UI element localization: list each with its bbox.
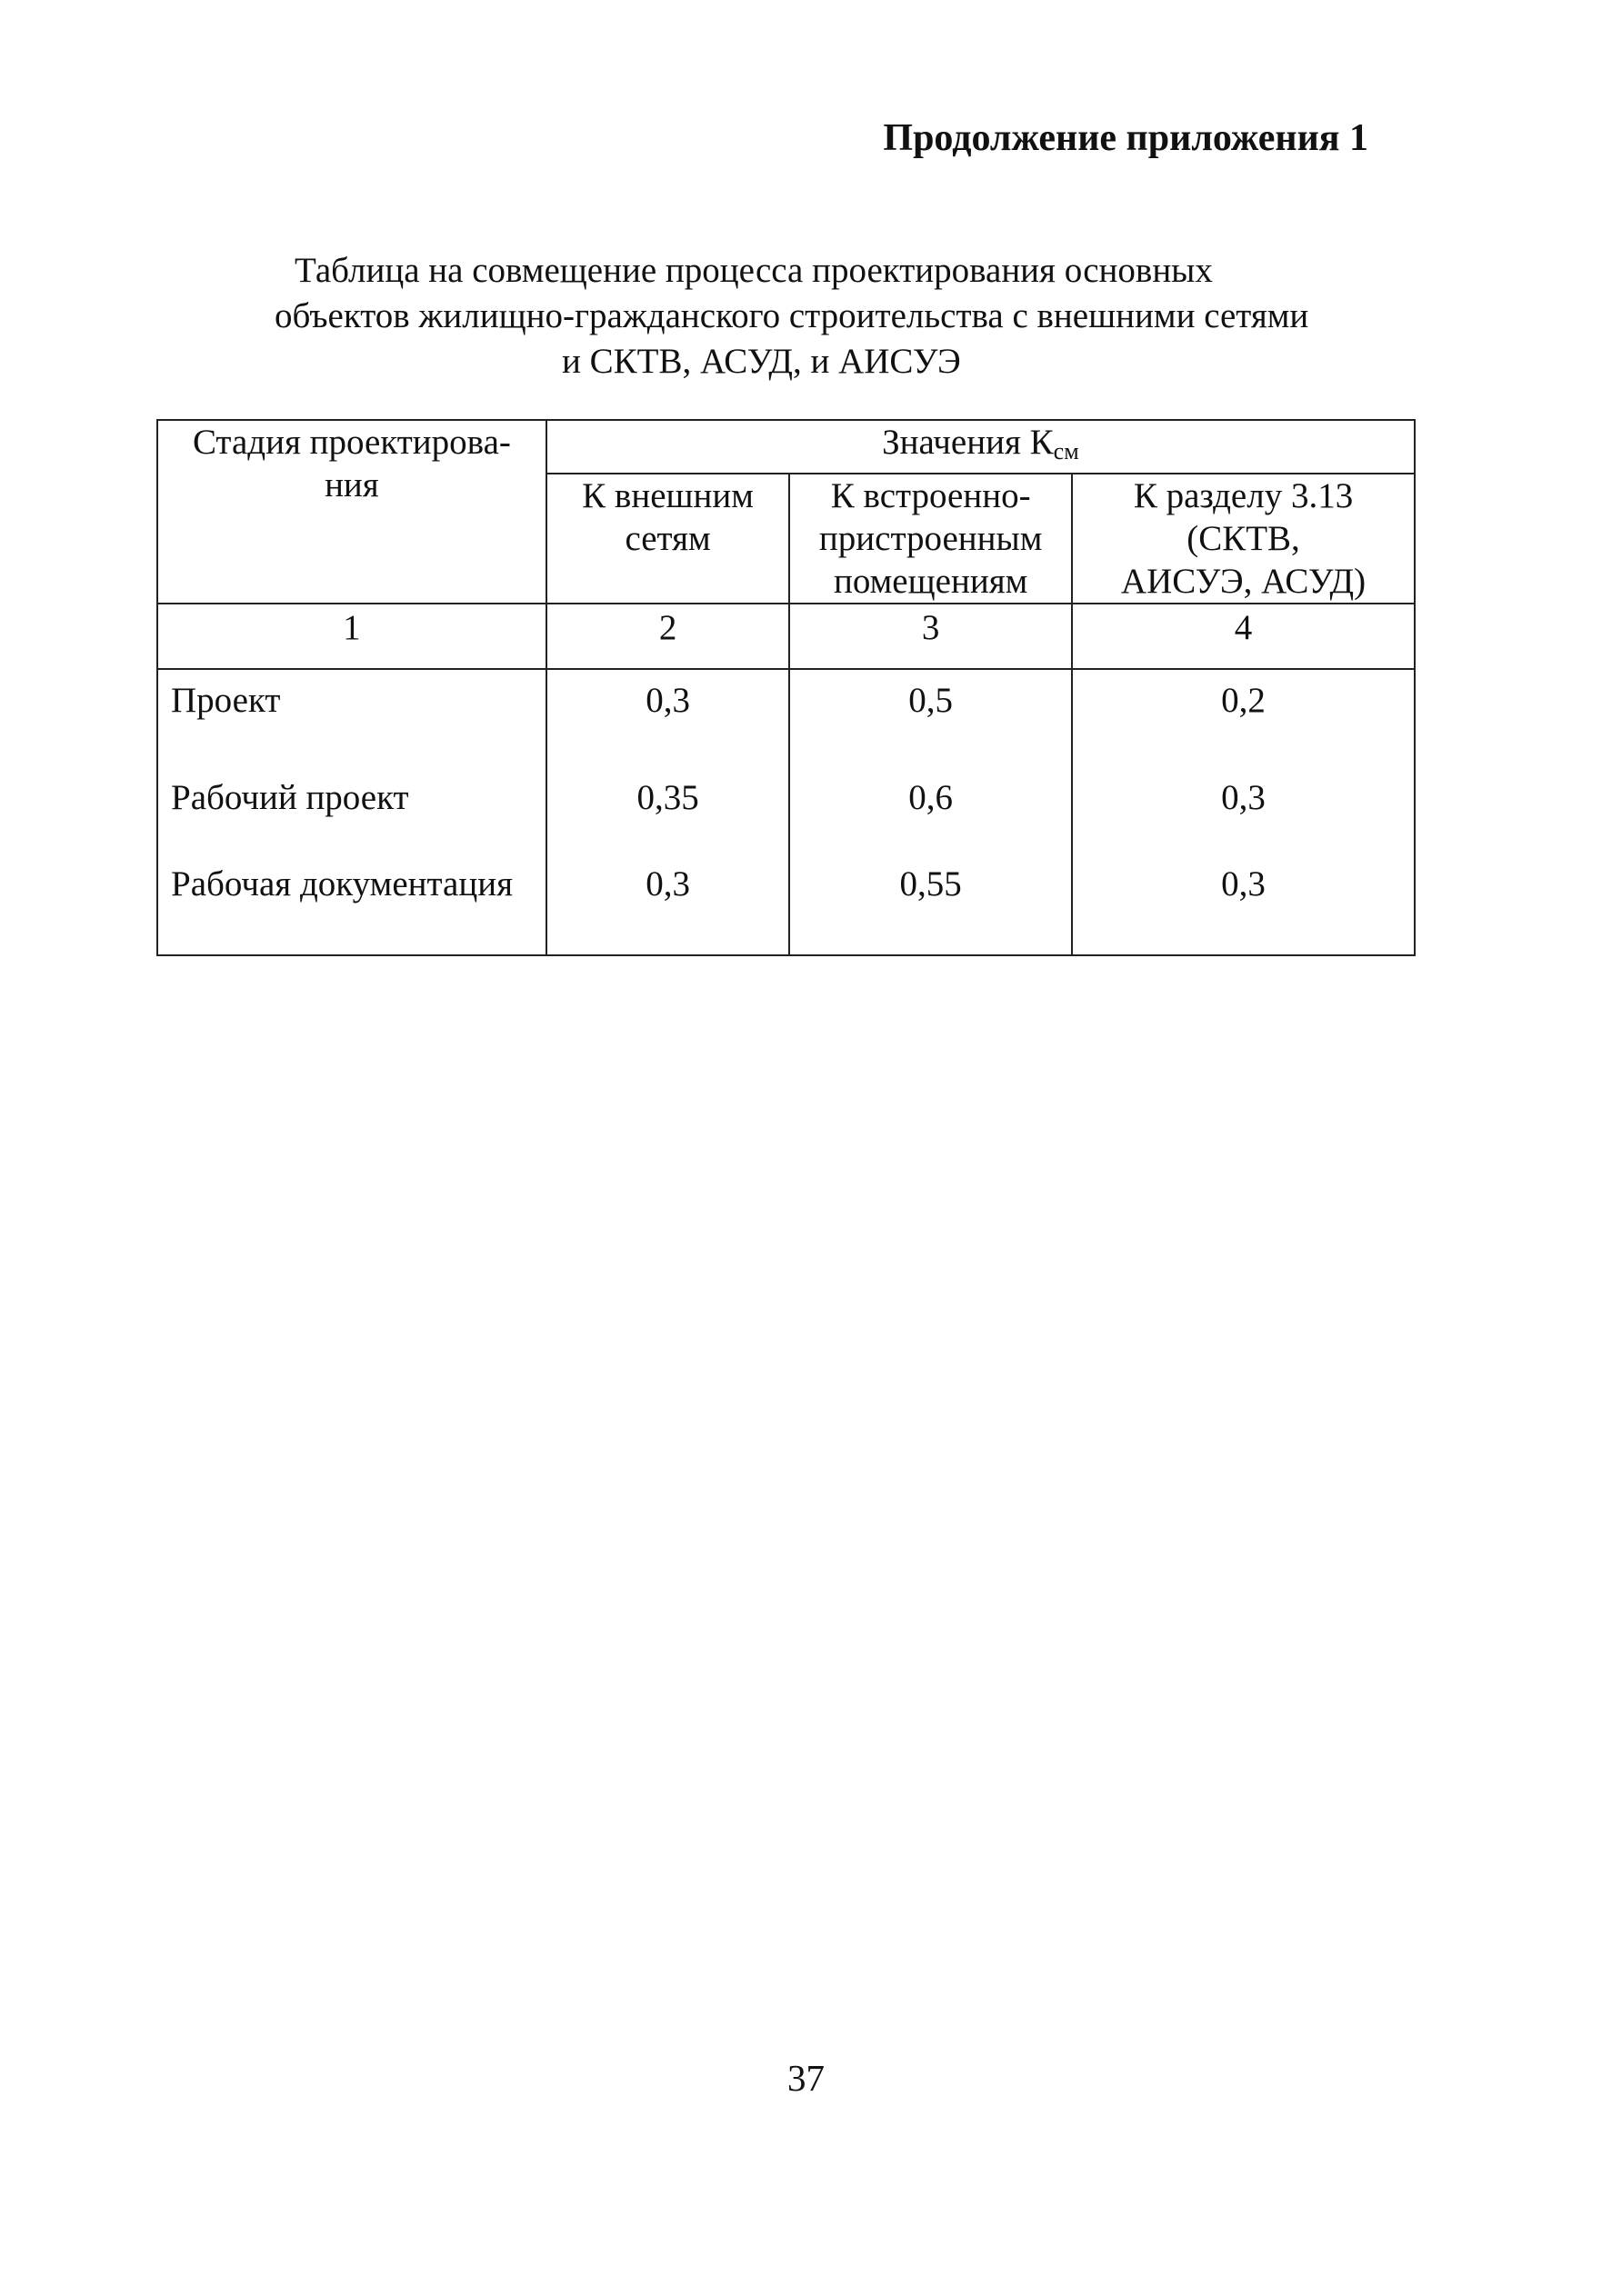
column-number: 4 [1072,604,1415,669]
stage-header-line-1: Стадия проектирова- [192,423,511,462]
values-header: Значения К [882,423,1054,462]
column-header-external-networks [546,474,789,604]
page-number: 37 [787,2057,825,2099]
column-number: 1 [157,604,546,669]
column-header-line: К разделу 3.13 [1133,476,1354,515]
caption-line-3: и СКТВ, АСУД, и АИСУЭ [562,342,961,381]
table-cell: 0,3 [646,864,690,903]
table-cell: 0,35 [636,778,699,817]
column-header-line: пристроенным [818,519,1043,558]
column-header-line: К встроенно- [830,476,1031,515]
table-cell: 0,55 [899,864,962,903]
caption-line-2: объектов жилищно-гражданского строительства с внешними сетями [275,296,1309,335]
column-numbers-row [157,604,1415,669]
column-header-line: помещениям [834,562,1028,601]
column-header-line: сетям [625,519,711,558]
continuation-heading: Продолжение приложения 1 [883,117,1368,159]
external-networks-values [546,669,789,955]
table-cell: 0,3 [646,681,690,720]
column-header-line: К внешним [582,476,754,515]
stage-name: Рабочий проект [171,778,409,817]
values-header-subscript: см [1053,438,1079,464]
column-header-built-in-premises [789,474,1072,604]
built-in-premises-values [789,669,1072,955]
stage-name: Проект [171,681,281,720]
stage-name: Рабочая документация [171,864,514,903]
table-cell: 0,3 [1221,778,1266,817]
coefficients-table [156,419,1416,956]
table-body-row [157,669,1415,955]
table-cell: 0,2 [1221,681,1266,720]
values-header-cell [546,420,1415,474]
stage-header-line-2: ния [325,465,379,504]
column-header-section-3-13 [1072,474,1415,604]
stage-column [157,669,546,955]
stage-header-cell [157,420,546,604]
column-header-line: (СКТВ, [1186,519,1300,558]
column-header-line: АИСУЭ, АСУД) [1120,562,1367,601]
table-cell: 0,5 [908,681,954,720]
section-3-13-values [1072,669,1415,955]
column-number: 3 [789,604,1072,669]
table-cell: 0,3 [1221,864,1266,903]
table-cell: 0,6 [908,778,954,817]
caption-line-1: Таблица на совмещение процесса проектирования основных [295,251,1213,290]
column-number: 2 [546,604,789,669]
